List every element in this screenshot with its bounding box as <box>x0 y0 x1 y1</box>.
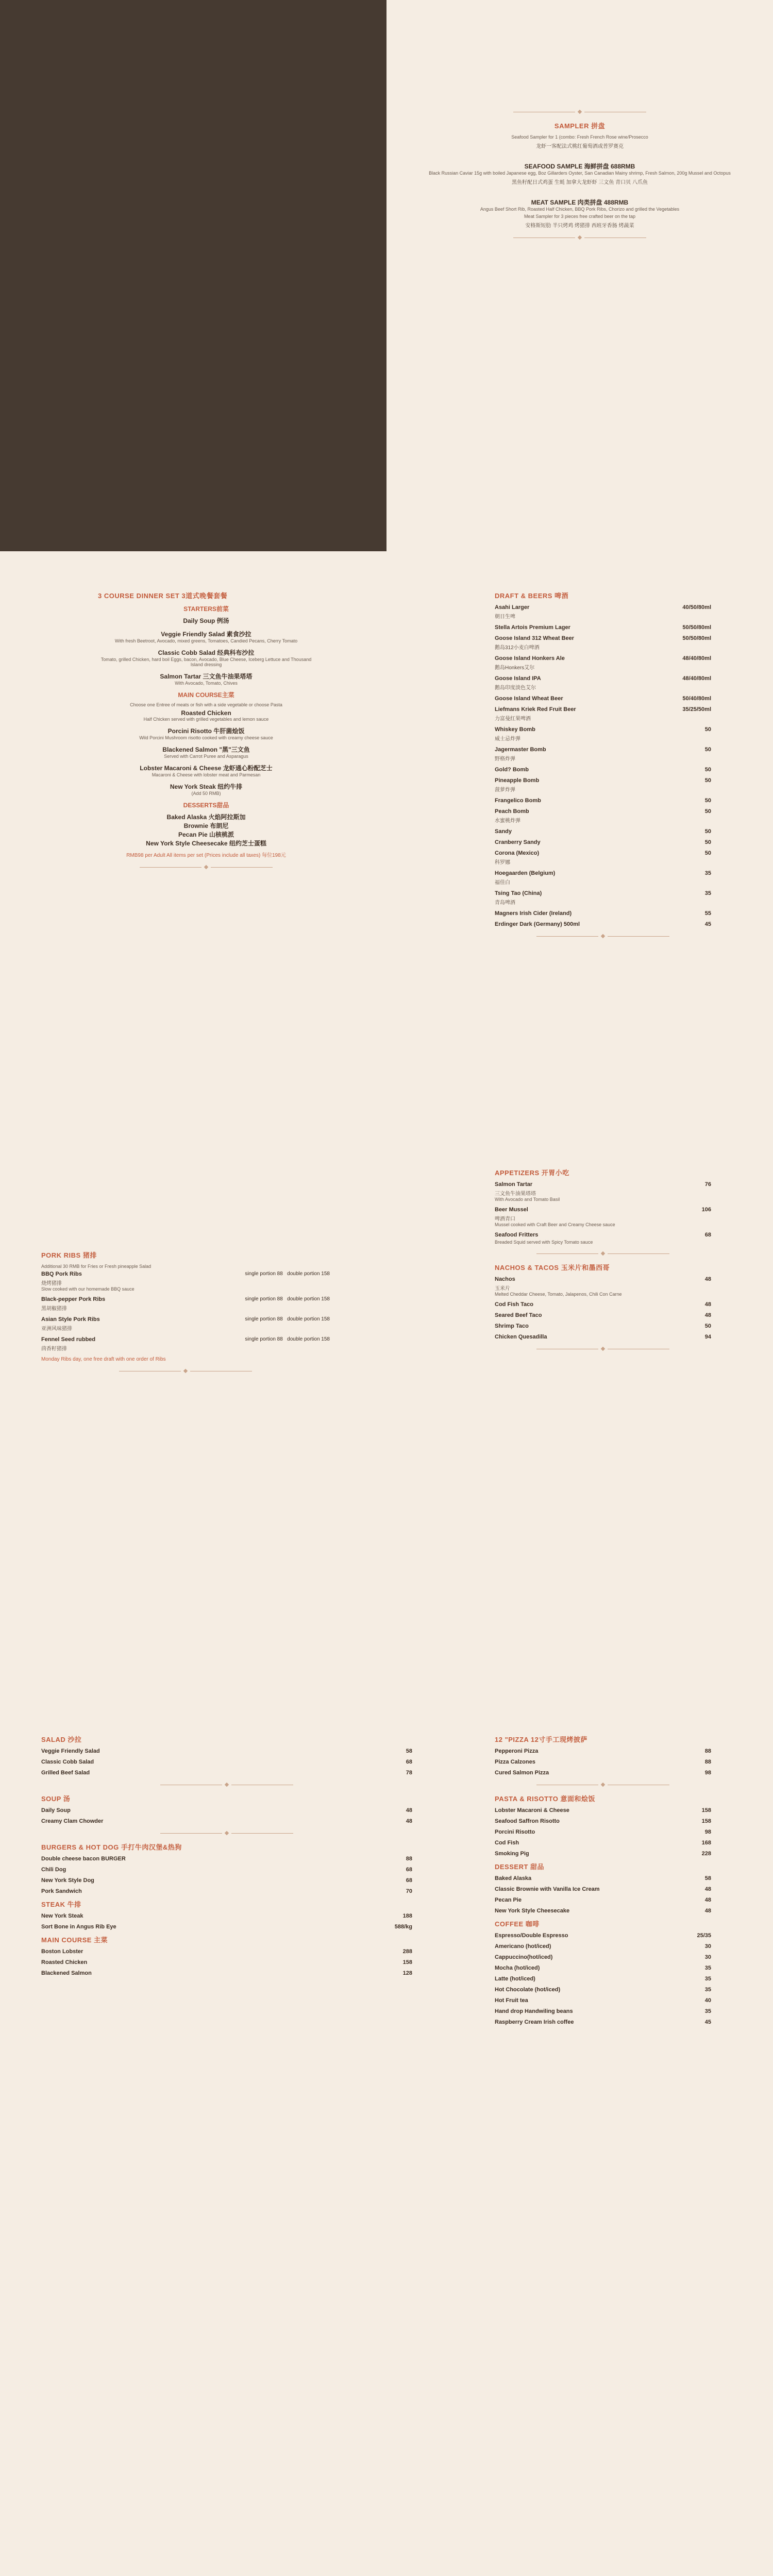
menu-item-name: Hot Chocolate (hot/iced) <box>495 1987 561 1993</box>
menu-item <box>495 1933 711 1939</box>
menu-item-name: Grilled Beef Salad <box>41 1770 90 1776</box>
menu-item-cn: 鹅岛印度淡色艾尔 <box>495 685 536 691</box>
menu-item-price: 188 <box>402 1913 412 1919</box>
menu-item-name: Gold? Bomb <box>495 767 529 773</box>
menu-item-name: Pecan Pie <box>495 1897 522 1903</box>
menu-item <box>495 1829 711 1835</box>
menu-item-name: Whiskey Bomb <box>495 726 535 733</box>
menu-item-cn: 福佳白 <box>495 880 510 886</box>
starters-label: STARTERS前菜 <box>183 605 229 613</box>
pasta-title: PASTA & RISOTTO 意面和烩饭 <box>495 1795 595 1803</box>
menu-item-price: 98 <box>704 1770 711 1776</box>
sampler-subtitle-cn: 龙虾一客配法式桃红葡萄酒或普罗赛克 <box>536 144 624 149</box>
menu-item-price: 58 <box>704 1875 711 1882</box>
menu-item-desc: Breaded Squid served with Spicy Tomato sauce <box>495 1240 593 1245</box>
ornament-divider <box>412 110 747 113</box>
menu-item-cn: 青岛啤酒 <box>495 900 515 906</box>
menu-item-price: 45 <box>704 2019 711 2025</box>
sampler-panel <box>412 103 747 246</box>
menu-item-name: Stella Artois Premium Lager <box>495 624 570 631</box>
menu-item-name: Goose Island Honkers Ale <box>495 655 565 662</box>
menu-item-cn: 野格炸弹 <box>495 756 515 762</box>
menu-item <box>495 624 711 631</box>
menu-item-name: Erdinger Dark (Germany) 500ml <box>495 921 580 927</box>
dessert-item: Pecan Pie 山核桃派 <box>178 831 234 838</box>
menu-item-desc: Melted Cheddar Cheese, Tomato, Jalapenos, Chili Con Carne <box>495 1292 622 1297</box>
menu-item-price: 48 <box>704 1897 711 1903</box>
ornament-divider <box>41 1783 412 1786</box>
double-portion: double portion 158 <box>287 1296 330 1302</box>
menu-item <box>495 1181 711 1202</box>
menu-item <box>495 839 711 845</box>
starter-item: Classic Cobb Salad 经典科布沙拉 Tomato, grilled Chicken, hard boil Eggs, bacon, Avocado, Blue Cheese, Iceberg Lettuce and Thousand Island dressing <box>100 649 312 667</box>
menu-item <box>495 1770 711 1776</box>
menu-item-name: Cappuccino(hot/iced) <box>495 1954 553 1960</box>
menu-item-price: 30 <box>704 1943 711 1950</box>
menu-item-price: 158 <box>701 1807 711 1814</box>
menu-item-price: 50 <box>704 839 711 845</box>
dinner-set-panel <box>98 587 314 876</box>
menu-item-cn: 威士忌炸弹 <box>495 736 520 742</box>
menu-item-price: 50 <box>704 1323 711 1329</box>
menu-item-price: 70 <box>406 1888 412 1894</box>
menu-item-name: Shrimp Taco <box>495 1323 529 1329</box>
single-portion: single portion 88 <box>245 1271 283 1277</box>
menu-item-price: 55 <box>704 910 711 917</box>
menu-item <box>41 1748 412 1754</box>
burgers-title: BURGERS & HOT DOG 手打牛肉汉堡&热狗 <box>41 1843 182 1851</box>
menu-item <box>495 1897 711 1903</box>
menu-item-price: 48/40/80ml <box>682 675 711 682</box>
pork-rib-desc: Slow cooked with our homemade BBQ sauce <box>41 1286 135 1292</box>
menu-item <box>495 1301 711 1308</box>
menu-item-price: 88 <box>406 1856 412 1862</box>
pork-rib-name: Asian Style Pork Ribs <box>41 1316 100 1323</box>
menu-item <box>495 1976 711 1982</box>
menu-item-price: 25/35 <box>697 1933 711 1939</box>
menu-item-cn: 菠萝炸弹 <box>495 787 515 793</box>
menu-item-name: Cranberry Sandy <box>495 839 541 845</box>
drafts-title: DRAFT & BEERS 啤酒 <box>495 592 569 600</box>
menu-item-price: 50/50/80ml <box>682 635 711 641</box>
menu-item-name: Chili Dog <box>41 1867 66 1873</box>
appetizers-title: APPETIZERS 开胃小吃 <box>495 1169 569 1177</box>
menu-item-name: Cod Fish <box>495 1840 519 1846</box>
menu-item-name: Asahi Larger <box>495 604 530 611</box>
monday-note: Monday Ribs day, one free draft with one order of Ribs <box>41 1357 166 1362</box>
menu-item-name: Classic Brownie with Vanilla Ice Cream <box>495 1886 600 1892</box>
menu-item-name: Lobster Macaroni & Cheese <box>495 1807 569 1814</box>
menu-item-price: 88 <box>704 1748 711 1754</box>
menu-item <box>495 1840 711 1846</box>
pork-title: PORK RIBS 猪排 <box>41 1251 97 1259</box>
menu-item-cn: 水蜜桃炸弹 <box>495 818 520 824</box>
pizza-title: 12 "PIZZA 12寸手工现烤披萨 <box>495 1736 587 1743</box>
menu-item <box>495 1908 711 1914</box>
menu-item-name: Pizza Calzones <box>495 1759 535 1765</box>
menu-item-name: New York Style Cheesecake <box>495 1908 570 1914</box>
menu-item <box>41 1888 412 1894</box>
menu-item <box>495 850 711 866</box>
ornament-divider <box>98 866 314 869</box>
ornament-divider <box>495 1252 711 1255</box>
menu-item <box>495 1886 711 1892</box>
menu-item-name: Boston Lobster <box>41 1948 83 1955</box>
menu-item-cn: 力富曼红果啤酒 <box>495 716 531 722</box>
menu-item-name: Hand drop Handwiling beans <box>495 2008 573 2014</box>
menu-item-price: 48 <box>704 1908 711 1914</box>
menu-item-price: 168 <box>701 1840 711 1846</box>
menu-item <box>495 2019 711 2025</box>
menu-item-name: Corona (Mexico) <box>495 850 540 856</box>
menu-item <box>495 1943 711 1950</box>
menu-item-price: 35 <box>704 1965 711 1971</box>
dessert-item: Baked Alaska 火焰阿拉斯加 <box>166 814 246 821</box>
menu-item-name: Jagermaster Bomb <box>495 747 546 753</box>
menu-item-price: 48 <box>406 1807 412 1814</box>
meat-sample-desc: Angus Beef Short Rib, Roasted Half Chicken, BBQ Pork Ribs, Chorizo and grilled the Vegetables <box>480 207 680 212</box>
sampler-title: SAMPLER 拼盘 <box>554 122 606 130</box>
menu-item-price: 35/25/50ml <box>682 706 711 713</box>
nachos-title: NACHOS & TACOS 玉米片和墨西哥 <box>495 1264 610 1272</box>
soup-title: SOUP 汤 <box>41 1795 71 1803</box>
double-portion: double portion 158 <box>287 1336 330 1342</box>
menu-item-price: 48 <box>704 1312 711 1318</box>
menu-item-name: Nachos <box>495 1276 515 1282</box>
dinner-price-note: RMB98 per Adult All items per set (Prices include all taxes) 每位198元 <box>126 853 286 858</box>
menu-item <box>495 1954 711 1960</box>
menu-item-name: Daily Soup <box>41 1807 71 1814</box>
menu-item-desc: Mussel cooked with Craft Beer and Creamy Cheese sauce <box>495 1222 615 1227</box>
main-note: Choose one Entree of meats or fish with a side vegetable or choose Pasta <box>130 702 282 707</box>
menu-item-cn: 科罗娜 <box>495 860 510 866</box>
starter-item: Daily Soup 例汤 <box>183 617 229 624</box>
ornament-divider <box>495 935 711 938</box>
steak-title: STEAK 牛排 <box>41 1901 81 1908</box>
ornament-divider <box>41 1369 330 1372</box>
menu-item <box>495 1207 711 1227</box>
menu-item-cn: 鹅岛312小麦白啤酒 <box>495 645 540 651</box>
pork-rib-item <box>41 1336 330 1352</box>
menu-item <box>41 1759 412 1765</box>
menu-item <box>495 890 711 906</box>
menu-item-name: Classic Cobb Salad <box>41 1759 94 1765</box>
menu-item <box>495 798 711 804</box>
menu-item-name: Frangelico Bomb <box>495 798 541 804</box>
pork-ribs-panel <box>41 1247 330 1380</box>
menu-item-name: Liefmans Kriek Red Fruit Beer <box>495 706 576 713</box>
main-item: New York Steak 纽约牛排 (Add 50 RMB) <box>170 783 243 796</box>
menu-item <box>495 655 711 671</box>
menu-item-name: Veggie Friendly Salad <box>41 1748 100 1754</box>
menu-item <box>495 777 711 793</box>
menu-item <box>495 1759 711 1765</box>
menu-item-name: Pepperoni Pizza <box>495 1748 539 1754</box>
menu-item <box>495 921 711 927</box>
menu-item <box>495 1232 711 1245</box>
menu-item-name: Hot Fruit tea <box>495 1997 528 2004</box>
ornament-divider <box>495 1783 711 1786</box>
menu-item-price: 98 <box>704 1829 711 1835</box>
menu-item-price: 48 <box>406 1818 412 1824</box>
starter-item: Salmon Tartar 三文鱼牛油果塔塔 With Avocado, Tomato, Chives <box>160 673 253 686</box>
main-label: MAIN COURSE主菜 <box>178 691 234 699</box>
menu-item <box>495 808 711 824</box>
salad-title: SALAD 沙拉 <box>41 1736 82 1743</box>
menu-item-price: 35 <box>704 2008 711 2014</box>
menu-item-name: Hoegaarden (Belgium) <box>495 870 556 876</box>
pork-rib-name: BBQ Pork Ribs <box>41 1271 82 1277</box>
menu-item-price: 50 <box>704 777 711 784</box>
menu-item-price: 50 <box>704 726 711 733</box>
menu-item <box>495 1987 711 1993</box>
menu-item-name: Espresso/Double Espresso <box>495 1933 568 1939</box>
menu-item <box>41 1924 412 1930</box>
menu-item-price: 50 <box>704 808 711 815</box>
menu-item <box>495 675 711 691</box>
pizza-panel <box>495 1731 711 2030</box>
menu-item-name: Cod Fish Taco <box>495 1301 533 1308</box>
menu-item-price: 158 <box>402 1959 412 1965</box>
starter-item: Veggie Friendly Salad 素食沙拉 With fresh Beetroot, Avocado, mixed greens, Tomatoes, Candied Pecans, Cherry Tomato <box>114 631 298 643</box>
seafood-sample-cn: 黑鱼籽配日式鸡蛋 生蚝 加拿大龙虾虾 三文鱼 青口贝 八爪鱼 <box>512 180 648 185</box>
menu-item-price: 48/40/80ml <box>682 655 711 662</box>
menu-item <box>495 696 711 702</box>
menu-item-price: 30 <box>704 1954 711 1960</box>
menu-item <box>495 1997 711 2004</box>
dessert-item: New York Style Cheesecake 纽约芝士蛋糕 <box>146 840 266 847</box>
menu-item-name: Magners Irish Cider (Ireland) <box>495 910 572 917</box>
menu-item <box>41 1948 412 1955</box>
menu-item-name: Americano (hot/iced) <box>495 1943 551 1950</box>
menu-item-price: 288 <box>402 1948 412 1955</box>
menu-item-price: 68 <box>406 1759 412 1765</box>
menu-item-price: 228 <box>701 1851 711 1857</box>
menu-item <box>495 1276 711 1297</box>
seafood-sample-desc: Black Russian Caviar 15g with boiled Japanese egg, Boz Gillarders Oyster, San Canadian Mainy shrimp, Fresh Salmon, 200g Mussel and Octopus <box>429 171 731 176</box>
menu-item <box>41 1959 412 1965</box>
menu-item-name: Raspberry Cream Irish coffee <box>495 2019 574 2025</box>
pork-rib-item <box>41 1271 330 1292</box>
menu-item <box>41 1807 412 1814</box>
menu-item-name: Double cheese bacon BURGER <box>41 1856 126 1862</box>
menu-item-cn: 鹅岛Honkers艾尔 <box>495 665 535 671</box>
menu-item-price: 35 <box>704 1987 711 1993</box>
pork-rib-cn: 亚洲风味猪排 <box>41 1326 72 1332</box>
menu-item-price: 94 <box>704 1334 711 1340</box>
menu-item <box>495 747 711 762</box>
menu-item-price: 35 <box>704 890 711 896</box>
menu-item-name: New York Steak <box>41 1913 83 1919</box>
menu-item-name: Baked Alaska <box>495 1875 532 1882</box>
single-portion: single portion 88 <box>245 1316 283 1322</box>
drafts-panel <box>495 587 711 945</box>
menu-item-cn: 朝日生啤 <box>495 614 515 620</box>
menu-item-price: 48 <box>704 1276 711 1282</box>
menu-item-price: 45 <box>704 921 711 927</box>
pork-rib-name: Black-pepper Pork Ribs <box>41 1296 106 1302</box>
menu-item-price: 48 <box>704 1301 711 1308</box>
dessert-item: Brownie 布朗尼 <box>183 822 229 829</box>
seafood-sample-title: SEAFOOD SAMPLE 海鲜拼盘 688RMB <box>524 163 635 170</box>
main-item: Blackened Salmon "黑"三文鱼 Served with Carrot Puree and Asparagus <box>162 746 250 759</box>
menu-item-name: Latte (hot/iced) <box>495 1976 535 1982</box>
menu-item-cn: 三文鱼牛油果塔塔 <box>495 1191 536 1197</box>
menu-item-name: Smoking Pig <box>495 1851 529 1857</box>
appetizers-panel <box>495 1164 711 1358</box>
single-portion: single portion 88 <box>245 1336 283 1342</box>
menu-item-name: Pork Sandwich <box>41 1888 82 1894</box>
menu-item-name: Goose Island 312 Wheat Beer <box>495 635 575 641</box>
dinner-title: 3 COURSE DINNER SET 3道式晚餐套餐 <box>98 592 228 600</box>
menu-item-price: 128 <box>402 1970 412 1976</box>
menu-item <box>495 828 711 835</box>
menu-item <box>495 1807 711 1814</box>
pork-rib-name: Fennel Seed rubbed <box>41 1336 96 1343</box>
menu-item-name: Cured Salmon Pizza <box>495 1770 549 1776</box>
menu-item-price: 48 <box>704 1886 711 1892</box>
menu-item-price: 50 <box>704 798 711 804</box>
menu-item-price: 50 <box>704 828 711 835</box>
menu-item-name: Beer Mussel <box>495 1207 528 1213</box>
menu-item-price: 50 <box>704 747 711 753</box>
menu-item-name: Pineapple Bomb <box>495 777 540 784</box>
menu-item-price: 158 <box>701 1818 711 1824</box>
pork-rib-item <box>41 1316 330 1332</box>
top-left-dark-block <box>0 0 386 551</box>
menu-item <box>495 1875 711 1882</box>
menu-item-price: 35 <box>704 1976 711 1982</box>
menu-item <box>41 1770 412 1776</box>
pork-rib-cn: 烧烤猪排 <box>41 1281 62 1286</box>
menu-item <box>495 1334 711 1340</box>
pork-rib-item <box>41 1296 330 1312</box>
dessert-label: DESSERTS甜品 <box>183 802 229 809</box>
menu-item <box>495 604 711 620</box>
menu-item <box>495 726 711 742</box>
menu-item-price: 78 <box>406 1770 412 1776</box>
menu-item-price: 588/kg <box>394 1924 412 1930</box>
single-portion: single portion 88 <box>245 1296 283 1302</box>
menu-item-name: Mocha (hot/iced) <box>495 1965 540 1971</box>
menu-item-price: 88 <box>704 1759 711 1765</box>
menu-item-name: New York Style Dog <box>41 1877 94 1884</box>
menu-item-name: Seafood Fritters <box>495 1232 539 1238</box>
ornament-divider <box>412 236 747 239</box>
menu-item <box>495 1323 711 1329</box>
menu-item <box>41 1877 412 1884</box>
menu-item-price: 50 <box>704 850 711 856</box>
menu-item-name: Sandy <box>495 828 512 835</box>
dessert-title: DESSERT 甜品 <box>495 1863 545 1871</box>
menu-item-price: 40/50/80ml <box>682 604 711 611</box>
menu-item <box>495 870 711 886</box>
menu-item-name: Creamy Clam Chowder <box>41 1818 104 1824</box>
menu-item-name: Goose Island IPA <box>495 675 541 682</box>
menu-item <box>495 1818 711 1824</box>
menu-item <box>495 1312 711 1318</box>
menu-item-price: 50/50/80ml <box>682 624 711 631</box>
menu-item <box>495 767 711 773</box>
menu-item-price: 68 <box>406 1867 412 1873</box>
menu-item-name: Roasted Chicken <box>41 1959 88 1965</box>
meat-sample-desc2: Meat Sampler for 3 pieces free crafted beer on the tap <box>524 214 636 219</box>
menu-item-name: Goose Island Wheat Beer <box>495 696 563 702</box>
menu-item-price: 50 <box>704 767 711 773</box>
menu-item <box>495 706 711 722</box>
menu-item-price: 58 <box>406 1748 412 1754</box>
menu-item-name: Sort Bone in Angus Rib Eye <box>41 1924 116 1930</box>
menu-item-name: Chicken Quesadilla <box>495 1334 547 1340</box>
menu-item <box>495 635 711 651</box>
menu-item <box>495 1965 711 1971</box>
menu-item <box>41 1970 412 1976</box>
menu-item-name: Salmon Tartar <box>495 1181 533 1188</box>
menu-item-cn: 啤酒青口 <box>495 1216 515 1222</box>
menu-item-name: Seafood Saffron Risotto <box>495 1818 560 1824</box>
meat-sample-title: MEAT SAMPLE 肉类拼盘 488RMB <box>531 199 629 206</box>
pork-rib-cn: 黑胡椒猪排 <box>41 1306 67 1312</box>
menu-item-name: Blackened Salmon <box>41 1970 92 1976</box>
salad-panel <box>41 1731 412 1981</box>
pork-note: Additional 30 RMB for Fries or Fresh pineapple Salad <box>41 1264 152 1269</box>
menu-item-cn: 玉米片 <box>495 1286 510 1292</box>
menu-item-price: 68 <box>704 1232 711 1238</box>
menu-item-name: Seared Beef Taco <box>495 1312 542 1318</box>
menu-item-price: 68 <box>406 1877 412 1884</box>
ornament-divider <box>41 1832 412 1835</box>
menu-item <box>41 1856 412 1862</box>
double-portion: double portion 158 <box>287 1316 330 1322</box>
main-item: Roasted Chicken Half Chicken served with grilled vegetables and lemon sauce <box>143 709 269 722</box>
menu-item <box>495 2008 711 2014</box>
menu-item-name: Tsing Tao (China) <box>495 890 542 896</box>
menu-item <box>495 1851 711 1857</box>
menu-item <box>41 1913 412 1919</box>
menu-item-price: 50/40/80ml <box>682 696 711 702</box>
menu-item <box>41 1818 412 1824</box>
main-course-title: MAIN COURSE 主菜 <box>41 1936 108 1944</box>
menu-item-desc: With Avocado and Tomato Basil <box>495 1197 560 1202</box>
menu-item-name: Peach Bomb <box>495 808 529 815</box>
menu-item <box>495 910 711 917</box>
ornament-divider <box>495 1347 711 1350</box>
main-item: Lobster Macaroni & Cheese 龙虾通心粉配芝士 Macaroni & Cheese with lobster meat and Parmesan <box>140 765 273 777</box>
double-portion: double portion 158 <box>287 1271 330 1277</box>
sampler-subtitle: Seafood Sampler for 1 (combo: Fresh French Rose wine/Prosecco <box>511 134 648 140</box>
menu-item-price: 40 <box>704 1997 711 2004</box>
main-item: Porcini Risotto 牛肝菌烩饭 Wild Porcini Mushroom risotto cooked with creamy cheese sauce <box>139 727 273 740</box>
menu-item-price: 106 <box>701 1207 711 1213</box>
menu-item-price: 76 <box>704 1181 711 1188</box>
menu-item-price: 35 <box>704 870 711 876</box>
pork-rib-cn: 茴香籽猪排 <box>41 1346 67 1352</box>
meat-sample-cn: 安格斯短肋 半只烤鸡 烤猪排 西班牙香肠 烤蔬菜 <box>525 223 634 229</box>
coffee-title: COFFEE 咖啡 <box>495 1920 540 1928</box>
menu-item-name: Porcini Risotto <box>495 1829 535 1835</box>
menu-item <box>41 1867 412 1873</box>
menu-item <box>495 1748 711 1754</box>
